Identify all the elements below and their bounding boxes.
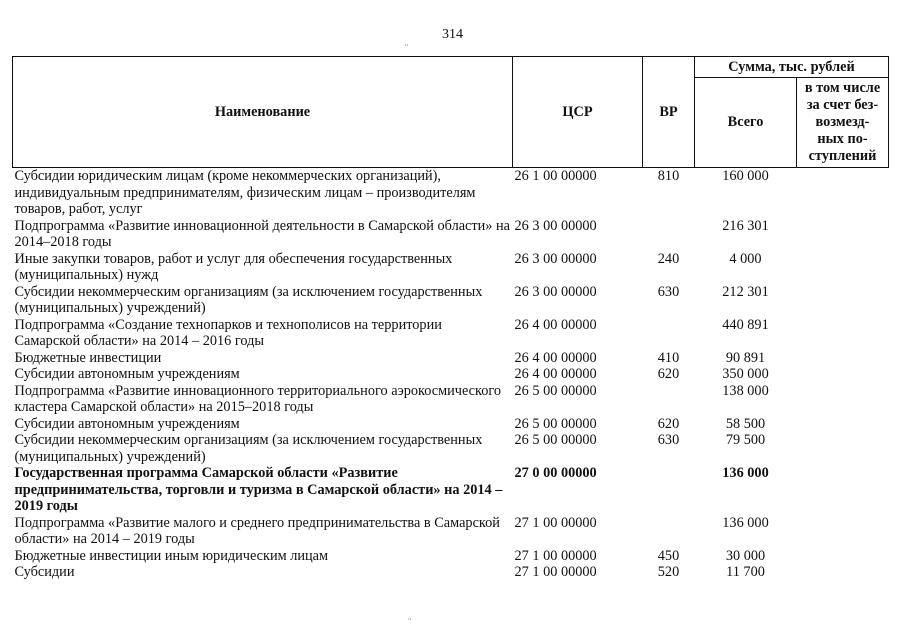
row-name: Субсидии автономным учреждениям (14, 415, 240, 432)
row-incl (797, 350, 889, 367)
row-csr: 26 1 00 00000 (514, 168, 597, 184)
row-total: 79 500 (725, 432, 766, 448)
row-csr: 26 5 00 00000 (514, 382, 597, 399)
row-vr: 450 (657, 547, 680, 564)
row-incl (797, 366, 889, 383)
row-csr: 26 5 00 00000 (514, 432, 597, 448)
page-number: 314 (442, 27, 463, 42)
row-vr: 620 (657, 366, 680, 382)
row-vr (643, 515, 695, 548)
scan-mark: ¨ (408, 617, 412, 628)
row-incl (797, 564, 889, 581)
row-total: 90 891 (725, 349, 766, 366)
table-header (13, 57, 889, 168)
row-name: Субсидии (14, 564, 75, 580)
row-csr: 26 3 00 00000 (514, 250, 597, 267)
row-total: 212 301 (722, 283, 769, 300)
row-incl (797, 515, 889, 548)
row-vr: 520 (657, 564, 680, 580)
row-csr: 27 0 00 00000 (514, 465, 597, 481)
row-csr: 26 5 00 00000 (514, 415, 597, 432)
table-row (13, 548, 889, 565)
row-vr (643, 317, 695, 350)
table-row (13, 218, 889, 251)
budget-table (12, 56, 889, 581)
row-name: Бюджетные инвестиции иным юридическим лицам (14, 547, 329, 564)
table-row (13, 366, 889, 383)
row-vr (643, 383, 695, 416)
row-total: 216 301 (722, 217, 769, 234)
row-name: Иные закупки товаров, работ и услуг для обеспечения государственных (муниципальных) нужд (14, 250, 453, 283)
row-vr: 620 (657, 415, 680, 432)
table-row (13, 383, 889, 416)
row-csr: 26 4 00 00000 (514, 349, 597, 366)
row-total: 136 000 (722, 465, 769, 481)
row-vr (643, 218, 695, 251)
row-total: 440 891 (722, 316, 769, 333)
row-name: Подпрограмма «Развитие инновационной деятельности в Самарской области» на 2014–2018 годы (14, 217, 511, 250)
table-row (13, 432, 889, 465)
table-row (13, 416, 889, 433)
row-name: Подпрограмма «Создание технопарков и технополисов на территории Самарской области» на 2014 – 2016 годы (14, 316, 442, 349)
row-incl (797, 432, 889, 465)
row-vr: 630 (657, 432, 680, 448)
table-row (13, 350, 889, 367)
row-csr: 26 4 00 00000 (514, 366, 597, 382)
row-csr: 27 1 00 00000 (514, 514, 597, 531)
header-total: Всего (695, 78, 797, 168)
row-incl (797, 218, 889, 251)
row-total: 138 000 (722, 382, 769, 399)
row-name: Субсидии юридическим лицам (кроме некоммерческих организаций), индивидуальным предпринимателям, физическим лицам – производителям товаров, работ, услуг (14, 168, 476, 217)
table-row (13, 317, 889, 350)
row-csr: 27 1 00 00000 (514, 547, 597, 564)
header-vr: ВР (643, 57, 695, 168)
row-csr: 26 3 00 00000 (514, 217, 597, 234)
row-name: Субсидии некоммерческим организациям (за исключением государственных (муниципальных) учреждений) (14, 432, 483, 465)
row-total: 350 000 (722, 366, 769, 382)
header-summa: Сумма, тыс. рублей (695, 57, 889, 78)
table-row (13, 515, 889, 548)
row-incl (797, 383, 889, 416)
table-row (13, 251, 889, 284)
row-name: Бюджетные инвестиции (14, 349, 162, 366)
row-csr: 26 3 00 00000 (514, 283, 597, 300)
row-incl (797, 168, 889, 218)
row-vr: 630 (657, 283, 680, 300)
row-incl (797, 416, 889, 433)
row-name: Субсидии автономным учреждениям (14, 366, 240, 382)
row-incl (797, 465, 889, 515)
table-row (13, 284, 889, 317)
row-total: 58 500 (725, 415, 766, 432)
row-total: 11 700 (726, 564, 765, 580)
row-incl (797, 317, 889, 350)
table-body (13, 168, 889, 581)
row-name: Подпрограмма «Развитие малого и среднего предпринимательства в Самарской области» на 2014 – 2019 годы (14, 514, 500, 547)
row-incl (797, 251, 889, 284)
row-total: 160 000 (722, 168, 769, 184)
row-csr: 26 4 00 00000 (514, 316, 597, 333)
header-name: Наименование (13, 57, 513, 168)
header-csr: ЦСР (513, 57, 643, 168)
row-incl (797, 284, 889, 317)
table-row (13, 168, 889, 218)
row-vr: 410 (657, 349, 680, 366)
table-row (13, 465, 889, 515)
row-incl (797, 548, 889, 565)
row-name: Подпрограмма «Развитие инновационного территориального аэрокосмического кластера Самарской области» на 2015–2018 годы (14, 382, 502, 415)
scan-mark: ¨ (405, 43, 409, 54)
row-total: 136 000 (722, 514, 769, 531)
row-total: 30 000 (725, 547, 766, 564)
header-incl: в том числе за счет без- возмезд- ных по- ступлений (797, 78, 889, 168)
row-name: Субсидии некоммерческим организациям (за исключением государственных (муниципальных) учреждений) (14, 283, 483, 316)
table-row (13, 564, 889, 581)
row-vr: 240 (657, 250, 680, 267)
row-vr: 810 (657, 168, 680, 184)
row-vr (643, 465, 695, 515)
row-csr: 27 1 00 00000 (514, 564, 597, 580)
row-name: Государственная программа Самарской области «Развитие предпринимательства, торговли и туризма в Самарской области» на 2014 – 2019 годы (14, 465, 503, 514)
row-total: 4 000 (729, 250, 762, 267)
